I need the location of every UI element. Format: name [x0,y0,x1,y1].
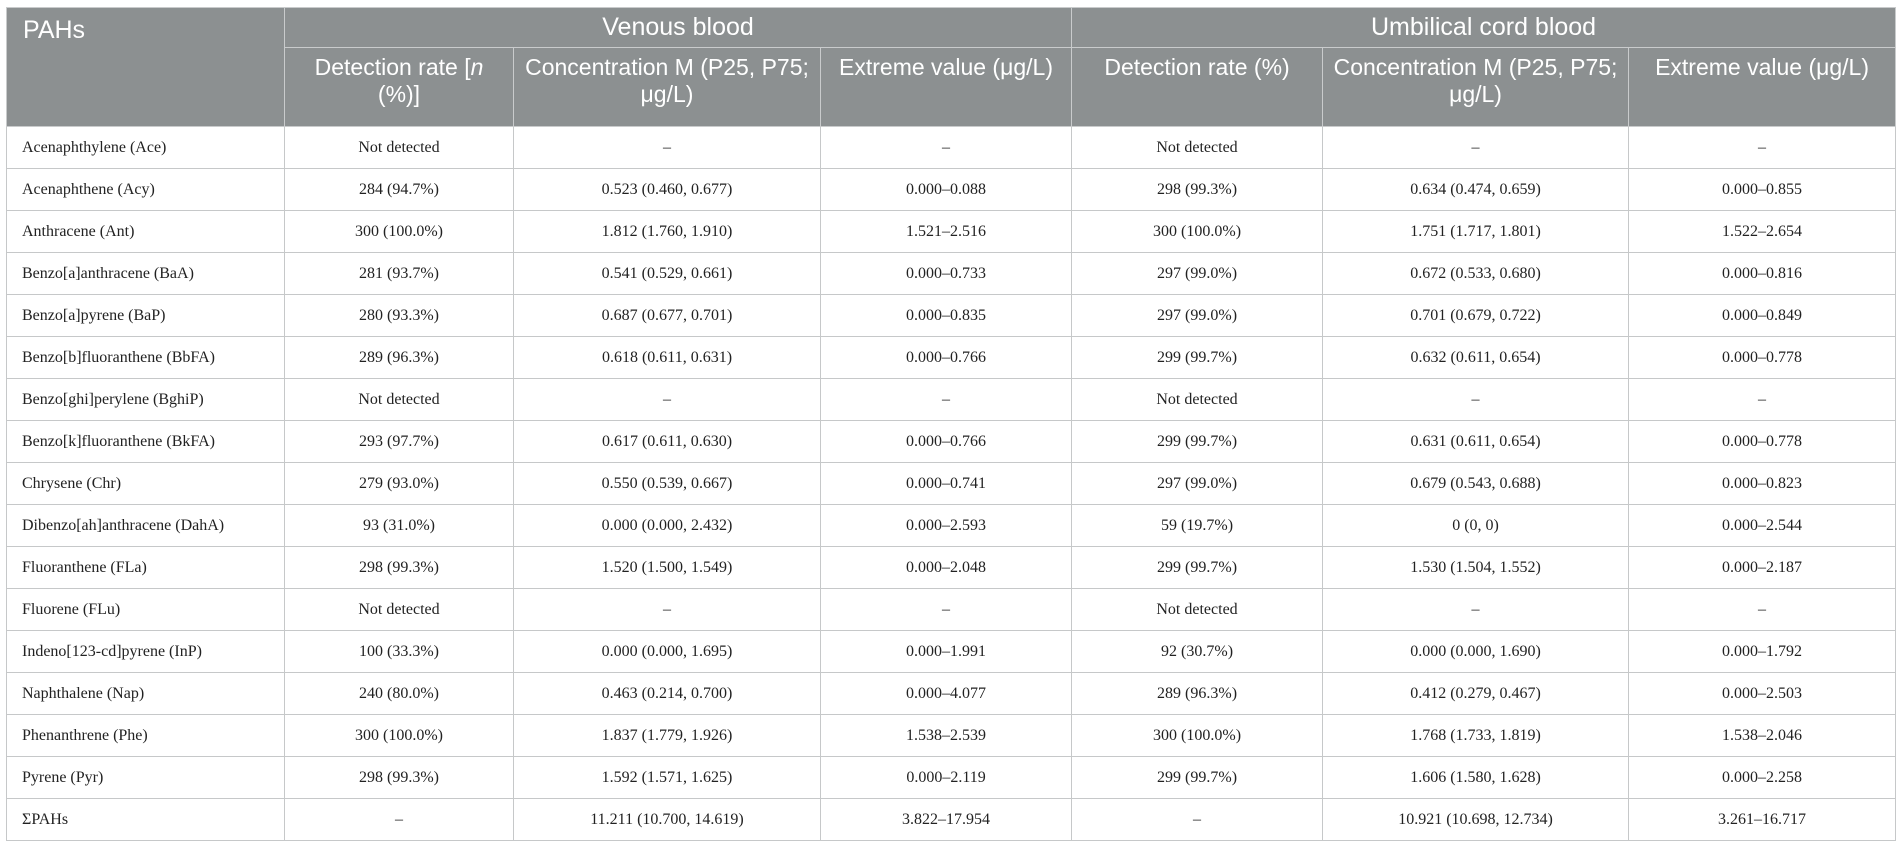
cell-pah-name: Acenaphthylene (Ace) [7,127,285,169]
cell-pah-name: Pyrene (Pyr) [7,757,285,799]
cell-venous-detection-rate: 300 (100.0%) [285,715,514,757]
cell-venous-concentration: 0.550 (0.539, 0.667) [514,463,821,505]
cell-venous-extreme-value: 0.000–0.733 [821,253,1072,295]
header-pahs: PAHs [7,8,285,127]
cell-venous-extreme-value: 0.000–2.593 [821,505,1072,547]
header-venous-detection-part1: Detection rate [ [314,54,471,80]
cell-cord-extreme-value: 0.000–0.816 [1629,253,1896,295]
cell-venous-concentration: – [514,379,821,421]
cell-cord-extreme-value: 0.000–2.187 [1629,547,1896,589]
cell-venous-extreme-value: 1.538–2.539 [821,715,1072,757]
cell-venous-detection-rate: 280 (93.3%) [285,295,514,337]
cell-venous-detection-rate: 281 (93.7%) [285,253,514,295]
cell-cord-detection-rate: 299 (99.7%) [1072,337,1323,379]
cell-venous-extreme-value: 0.000–2.048 [821,547,1072,589]
cell-pah-name: Phenanthrene (Phe) [7,715,285,757]
cell-cord-concentration: – [1323,379,1629,421]
cell-venous-extreme-value: 0.000–1.991 [821,631,1072,673]
header-group-cord: Umbilical cord blood [1072,8,1896,48]
cell-venous-extreme-value: – [821,589,1072,631]
cell-cord-detection-rate: 299 (99.7%) [1072,547,1323,589]
cell-pah-name: Chrysene (Chr) [7,463,285,505]
cell-cord-extreme-value: – [1629,379,1896,421]
cell-cord-concentration: 0 (0, 0) [1323,505,1629,547]
cell-cord-detection-rate: 300 (100.0%) [1072,211,1323,253]
cell-cord-detection-rate: Not detected [1072,127,1323,169]
cell-pah-name: ΣPAHs [7,799,285,841]
cell-venous-extreme-value: 0.000–0.835 [821,295,1072,337]
cell-cord-extreme-value: 0.000–0.778 [1629,337,1896,379]
cell-pah-name: Benzo[ghi]perylene (BghiP) [7,379,285,421]
cell-cord-extreme-value: 3.261–16.717 [1629,799,1896,841]
cell-venous-detection-rate: Not detected [285,589,514,631]
cell-venous-detection-rate: 298 (99.3%) [285,547,514,589]
header-venous-detection-part2: (%)] [377,81,421,107]
cell-cord-detection-rate: Not detected [1072,589,1323,631]
cell-pah-name: Fluorene (FLu) [7,589,285,631]
cell-venous-concentration: 0.000 (0.000, 1.695) [514,631,821,673]
cell-cord-concentration: 1.606 (1.580, 1.628) [1323,757,1629,799]
cell-venous-detection-rate: Not detected [285,379,514,421]
header-row-groups [7,8,1896,48]
cell-cord-extreme-value: 0.000–0.849 [1629,295,1896,337]
cell-cord-concentration: 10.921 (10.698, 12.734) [1323,799,1629,841]
table-row [7,799,1896,841]
header-group-venous: Venous blood [285,8,1072,48]
cell-cord-extreme-value: – [1629,589,1896,631]
pah-concentration-table [6,7,1896,841]
header-cord-concentration: Concentration M (P25, P75; μg/L) [1323,48,1629,127]
cell-venous-detection-rate: 289 (96.3%) [285,337,514,379]
table-row [7,127,1896,169]
cell-cord-concentration: 0.672 (0.533, 0.680) [1323,253,1629,295]
cell-venous-extreme-value: 0.000–4.077 [821,673,1072,715]
cell-cord-extreme-value: 0.000–2.503 [1629,673,1896,715]
cell-cord-detection-rate: Not detected [1072,379,1323,421]
cell-venous-concentration: – [514,127,821,169]
cell-venous-extreme-value: 0.000–2.119 [821,757,1072,799]
header-cord-extreme-value: Extreme value (μg/L) [1629,48,1896,127]
cell-venous-detection-rate: 240 (80.0%) [285,673,514,715]
pah-table-container [6,7,1895,841]
cell-cord-detection-rate: 297 (99.0%) [1072,463,1323,505]
cell-cord-concentration: 0.000 (0.000, 1.690) [1323,631,1629,673]
cell-cord-concentration: 1.768 (1.733, 1.819) [1323,715,1629,757]
cell-cord-extreme-value: 0.000–0.778 [1629,421,1896,463]
cell-pah-name: Indeno[123-cd]pyrene (InP) [7,631,285,673]
cell-cord-detection-rate: 59 (19.7%) [1072,505,1323,547]
cell-venous-concentration: 0.618 (0.611, 0.631) [514,337,821,379]
table-row [7,337,1896,379]
cell-venous-concentration: – [514,589,821,631]
cell-cord-extreme-value: 1.538–2.046 [1629,715,1896,757]
cell-venous-detection-rate: 298 (99.3%) [285,757,514,799]
cell-venous-detection-rate: 100 (33.3%) [285,631,514,673]
cell-venous-concentration: 1.520 (1.500, 1.549) [514,547,821,589]
cell-pah-name: Fluoranthene (FLa) [7,547,285,589]
cell-venous-detection-rate: – [285,799,514,841]
table-body [7,127,1896,841]
cell-venous-extreme-value: – [821,127,1072,169]
cell-cord-extreme-value: – [1629,127,1896,169]
cell-cord-concentration: 0.679 (0.543, 0.688) [1323,463,1629,505]
cell-cord-extreme-value: 0.000–0.855 [1629,169,1896,211]
header-venous-concentration: Concentration M (P25, P75; μg/L) [514,48,821,127]
cell-pah-name: Naphthalene (Nap) [7,673,285,715]
table-row [7,631,1896,673]
cell-venous-concentration: 0.541 (0.529, 0.661) [514,253,821,295]
cell-venous-extreme-value: 0.000–0.088 [821,169,1072,211]
header-row-columns [7,48,1896,127]
cell-pah-name: Anthracene (Ant) [7,211,285,253]
cell-pah-name: Acenaphthene (Acy) [7,169,285,211]
cell-pah-name: Benzo[b]fluoranthene (BbFA) [7,337,285,379]
table-row [7,421,1896,463]
cell-cord-concentration: – [1323,127,1629,169]
cell-venous-concentration: 0.463 (0.214, 0.700) [514,673,821,715]
cell-cord-concentration: 0.412 (0.279, 0.467) [1323,673,1629,715]
table-row [7,463,1896,505]
cell-venous-extreme-value: 3.822–17.954 [821,799,1072,841]
cell-venous-detection-rate: 279 (93.0%) [285,463,514,505]
table-row [7,169,1896,211]
header-cord-detection-rate: Detection rate (%) [1072,48,1323,127]
table-row [7,295,1896,337]
table-row [7,589,1896,631]
cell-cord-extreme-value: 1.522–2.654 [1629,211,1896,253]
cell-cord-extreme-value: 0.000–1.792 [1629,631,1896,673]
cell-venous-detection-rate: Not detected [285,127,514,169]
cell-venous-extreme-value: – [821,379,1072,421]
cell-cord-concentration: 0.631 (0.611, 0.654) [1323,421,1629,463]
cell-cord-detection-rate: 298 (99.3%) [1072,169,1323,211]
cell-pah-name: Benzo[k]fluoranthene (BkFA) [7,421,285,463]
table-row [7,211,1896,253]
cell-venous-extreme-value: 0.000–0.766 [821,421,1072,463]
header-venous-extreme-value: Extreme value (μg/L) [821,48,1072,127]
header-venous-detection-n: n [470,54,484,80]
cell-pah-name: Dibenzo[ah]anthracene (DahA) [7,505,285,547]
cell-cord-detection-rate: 300 (100.0%) [1072,715,1323,757]
cell-cord-detection-rate: 297 (99.0%) [1072,253,1323,295]
table-row [7,379,1896,421]
cell-venous-extreme-value: 0.000–0.741 [821,463,1072,505]
cell-venous-detection-rate: 300 (100.0%) [285,211,514,253]
table-row [7,715,1896,757]
cell-venous-extreme-value: 0.000–0.766 [821,337,1072,379]
cell-venous-detection-rate: 293 (97.7%) [285,421,514,463]
cell-cord-extreme-value: 0.000–2.258 [1629,757,1896,799]
cell-cord-concentration: 0.634 (0.474, 0.659) [1323,169,1629,211]
cell-venous-concentration: 1.592 (1.571, 1.625) [514,757,821,799]
cell-venous-concentration: 0.687 (0.677, 0.701) [514,295,821,337]
cell-venous-concentration: 11.211 (10.700, 14.619) [514,799,821,841]
cell-cord-detection-rate: 299 (99.7%) [1072,757,1323,799]
cell-cord-concentration: 1.530 (1.504, 1.552) [1323,547,1629,589]
cell-cord-detection-rate: 297 (99.0%) [1072,295,1323,337]
cell-venous-detection-rate: 93 (31.0%) [285,505,514,547]
cell-cord-concentration: 0.632 (0.611, 0.654) [1323,337,1629,379]
cell-cord-extreme-value: 0.000–2.544 [1629,505,1896,547]
cell-venous-concentration: 1.837 (1.779, 1.926) [514,715,821,757]
cell-cord-concentration: – [1323,589,1629,631]
cell-cord-detection-rate: 289 (96.3%) [1072,673,1323,715]
cell-venous-extreme-value: 1.521–2.516 [821,211,1072,253]
header-venous-detection-rate [285,48,514,127]
cell-venous-concentration: 1.812 (1.760, 1.910) [514,211,821,253]
table-row [7,673,1896,715]
cell-cord-detection-rate: 92 (30.7%) [1072,631,1323,673]
cell-cord-concentration: 1.751 (1.717, 1.801) [1323,211,1629,253]
table-row [7,253,1896,295]
cell-venous-detection-rate: 284 (94.7%) [285,169,514,211]
cell-venous-concentration: 0.000 (0.000, 2.432) [514,505,821,547]
cell-venous-concentration: 0.523 (0.460, 0.677) [514,169,821,211]
cell-pah-name: Benzo[a]anthracene (BaA) [7,253,285,295]
cell-cord-concentration: 0.701 (0.679, 0.722) [1323,295,1629,337]
table-row [7,505,1896,547]
cell-venous-concentration: 0.617 (0.611, 0.630) [514,421,821,463]
cell-cord-detection-rate: 299 (99.7%) [1072,421,1323,463]
cell-cord-detection-rate: – [1072,799,1323,841]
table-row [7,547,1896,589]
table-row [7,757,1896,799]
cell-cord-extreme-value: 0.000–0.823 [1629,463,1896,505]
cell-pah-name: Benzo[a]pyrene (BaP) [7,295,285,337]
